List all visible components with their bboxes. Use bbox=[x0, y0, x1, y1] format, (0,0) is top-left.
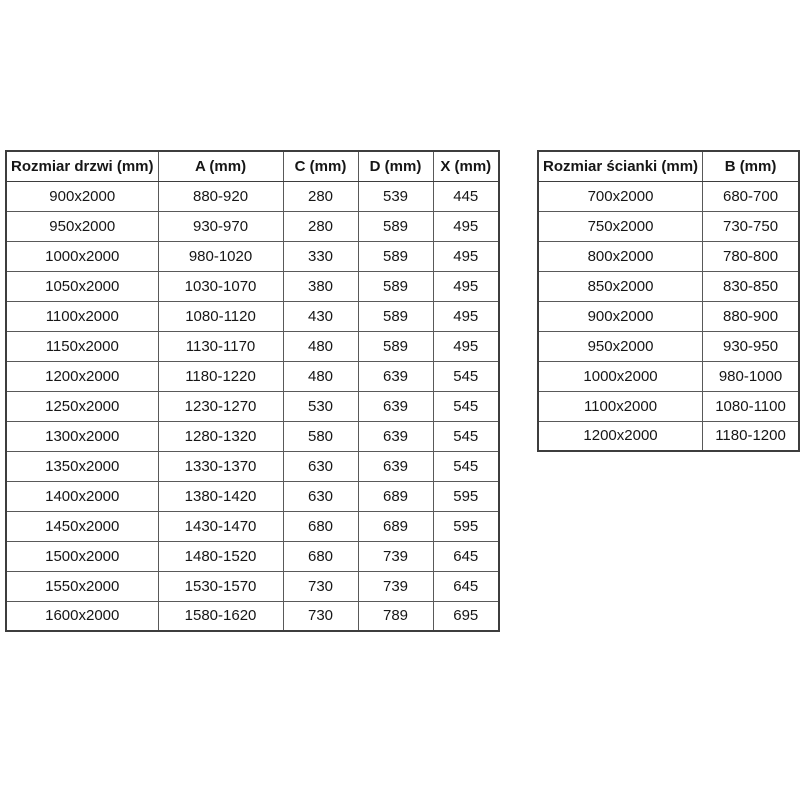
cell: 750x2000 bbox=[538, 211, 703, 241]
cell: 1600x2000 bbox=[6, 601, 158, 631]
cell: 680 bbox=[283, 511, 358, 541]
cell: 850x2000 bbox=[538, 271, 703, 301]
cell: 380 bbox=[283, 271, 358, 301]
cell: 545 bbox=[433, 391, 499, 421]
cell: 630 bbox=[283, 451, 358, 481]
column-header: A (mm) bbox=[158, 151, 283, 181]
cell: 789 bbox=[358, 601, 433, 631]
cell: 480 bbox=[283, 331, 358, 361]
column-header: C (mm) bbox=[283, 151, 358, 181]
cell: 1200x2000 bbox=[538, 421, 703, 451]
cell: 589 bbox=[358, 331, 433, 361]
table-row bbox=[538, 391, 799, 421]
cell: 495 bbox=[433, 331, 499, 361]
cell: 480 bbox=[283, 361, 358, 391]
cell: 1350x2000 bbox=[6, 451, 158, 481]
cell: 1480-1520 bbox=[158, 541, 283, 571]
cell: 695 bbox=[433, 601, 499, 631]
cell: 1130-1170 bbox=[158, 331, 283, 361]
cell: 1280-1320 bbox=[158, 421, 283, 451]
cell: 930-950 bbox=[703, 331, 799, 361]
cell: 700x2000 bbox=[538, 181, 703, 211]
table-row bbox=[538, 211, 799, 241]
cell: 1080-1120 bbox=[158, 301, 283, 331]
cell: 1500x2000 bbox=[6, 541, 158, 571]
table-row bbox=[6, 511, 499, 541]
column-header: Rozmiar ścianki (mm) bbox=[538, 151, 703, 181]
table-row bbox=[6, 181, 499, 211]
cell: 930-970 bbox=[158, 211, 283, 241]
cell: 1000x2000 bbox=[538, 361, 703, 391]
cell: 800x2000 bbox=[538, 241, 703, 271]
cell: 1100x2000 bbox=[6, 301, 158, 331]
cell: 980-1020 bbox=[158, 241, 283, 271]
table-row bbox=[6, 391, 499, 421]
cell: 980-1000 bbox=[703, 361, 799, 391]
cell: 639 bbox=[358, 451, 433, 481]
cell: 950x2000 bbox=[6, 211, 158, 241]
cell: 639 bbox=[358, 361, 433, 391]
cell: 639 bbox=[358, 421, 433, 451]
table-row bbox=[6, 271, 499, 301]
table-row bbox=[6, 361, 499, 391]
cell: 1250x2000 bbox=[6, 391, 158, 421]
column-header: D (mm) bbox=[358, 151, 433, 181]
cell: 280 bbox=[283, 181, 358, 211]
cell: 495 bbox=[433, 211, 499, 241]
cell: 900x2000 bbox=[6, 181, 158, 211]
table-row bbox=[538, 241, 799, 271]
table-row bbox=[6, 301, 499, 331]
table-row bbox=[538, 421, 799, 451]
cell: 1230-1270 bbox=[158, 391, 283, 421]
cell: 1400x2000 bbox=[6, 481, 158, 511]
cell: 1430-1470 bbox=[158, 511, 283, 541]
table-row bbox=[538, 361, 799, 391]
cell: 630 bbox=[283, 481, 358, 511]
cell: 589 bbox=[358, 271, 433, 301]
cell: 589 bbox=[358, 241, 433, 271]
cell: 950x2000 bbox=[538, 331, 703, 361]
cell: 1580-1620 bbox=[158, 601, 283, 631]
cell: 595 bbox=[433, 481, 499, 511]
header-row bbox=[538, 151, 799, 181]
cell: 1100x2000 bbox=[538, 391, 703, 421]
table-row bbox=[6, 241, 499, 271]
cell: 739 bbox=[358, 541, 433, 571]
cell: 1180-1220 bbox=[158, 361, 283, 391]
cell: 1000x2000 bbox=[6, 241, 158, 271]
cell: 880-920 bbox=[158, 181, 283, 211]
cell: 495 bbox=[433, 241, 499, 271]
cell: 730-750 bbox=[703, 211, 799, 241]
table-row bbox=[6, 331, 499, 361]
cell: 680 bbox=[283, 541, 358, 571]
cell: 730 bbox=[283, 601, 358, 631]
cell: 539 bbox=[358, 181, 433, 211]
cell: 1180-1200 bbox=[703, 421, 799, 451]
cell: 680-700 bbox=[703, 181, 799, 211]
cell: 430 bbox=[283, 301, 358, 331]
cell: 1530-1570 bbox=[158, 571, 283, 601]
header-row bbox=[6, 151, 499, 181]
table-row bbox=[6, 571, 499, 601]
cell: 739 bbox=[358, 571, 433, 601]
wall-sizes-table bbox=[537, 150, 800, 452]
cell: 1380-1420 bbox=[158, 481, 283, 511]
cell: 780-800 bbox=[703, 241, 799, 271]
cell: 689 bbox=[358, 481, 433, 511]
cell: 545 bbox=[433, 361, 499, 391]
cell: 1450x2000 bbox=[6, 511, 158, 541]
column-header: X (mm) bbox=[433, 151, 499, 181]
table-row bbox=[6, 451, 499, 481]
cell: 689 bbox=[358, 511, 433, 541]
cell: 1330-1370 bbox=[158, 451, 283, 481]
cell: 589 bbox=[358, 301, 433, 331]
table-row bbox=[538, 301, 799, 331]
cell: 639 bbox=[358, 391, 433, 421]
cell: 545 bbox=[433, 421, 499, 451]
cell: 900x2000 bbox=[538, 301, 703, 331]
cell: 1150x2000 bbox=[6, 331, 158, 361]
cell: 530 bbox=[283, 391, 358, 421]
door-sizes-table bbox=[5, 150, 500, 632]
cell: 645 bbox=[433, 541, 499, 571]
cell: 880-900 bbox=[703, 301, 799, 331]
cell: 495 bbox=[433, 301, 499, 331]
table-row bbox=[538, 271, 799, 301]
cell: 1050x2000 bbox=[6, 271, 158, 301]
cell: 830-850 bbox=[703, 271, 799, 301]
cell: 1030-1070 bbox=[158, 271, 283, 301]
cell: 545 bbox=[433, 451, 499, 481]
cell: 645 bbox=[433, 571, 499, 601]
cell: 330 bbox=[283, 241, 358, 271]
table-row bbox=[538, 181, 799, 211]
cell: 445 bbox=[433, 181, 499, 211]
cell: 1300x2000 bbox=[6, 421, 158, 451]
cell: 1080-1100 bbox=[703, 391, 799, 421]
table-row bbox=[6, 481, 499, 511]
cell: 280 bbox=[283, 211, 358, 241]
table-row bbox=[6, 541, 499, 571]
cell: 589 bbox=[358, 211, 433, 241]
column-header: Rozmiar drzwi (mm) bbox=[6, 151, 158, 181]
table-row bbox=[6, 211, 499, 241]
table-row bbox=[6, 421, 499, 451]
cell: 1200x2000 bbox=[6, 361, 158, 391]
cell: 595 bbox=[433, 511, 499, 541]
cell: 580 bbox=[283, 421, 358, 451]
column-header: B (mm) bbox=[703, 151, 799, 181]
table-row bbox=[6, 601, 499, 631]
cell: 495 bbox=[433, 271, 499, 301]
table-row bbox=[538, 331, 799, 361]
cell: 730 bbox=[283, 571, 358, 601]
cell: 1550x2000 bbox=[6, 571, 158, 601]
